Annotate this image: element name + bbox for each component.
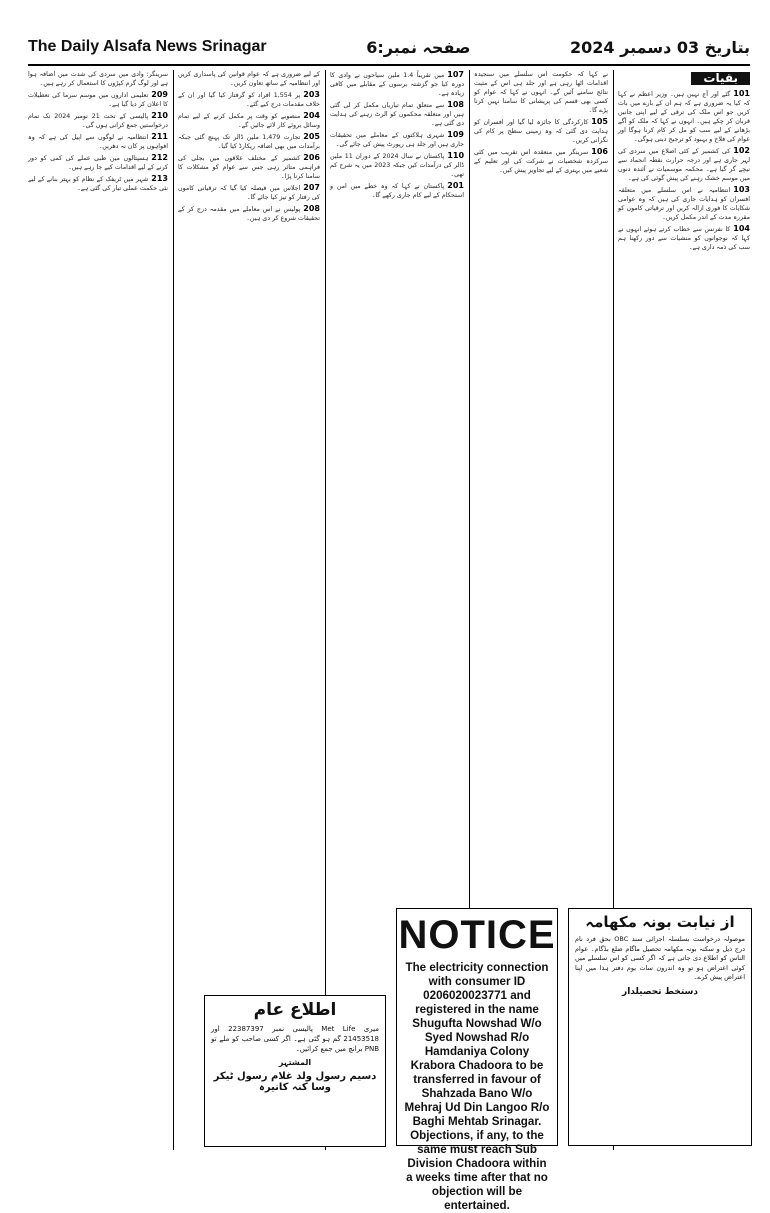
news-item [618,89,750,144]
item-number: 105 [591,117,608,126]
item-text: میں تقریباً 1.4 ملین سیاحوں نے وادی کا دورہ کیا جو گزشتہ برسوں کے مقابلے میں کافی زیادہ ہے۔ [330,72,464,97]
tehsil-notice-title: از نیابت بونہ مکھامہ [585,913,735,931]
tehsil-notice-box [568,908,752,1146]
news-item [28,70,168,88]
item-number: 203 [303,90,320,99]
news-item [330,181,464,200]
notice-body: The electricity connection with consumer ID 0206020023771 and registered in the name Shugufta Nowshad W/o Syed Nowshad R/o Hamdaniya Colony Krabora Chadoora to be transferred in favour of Shahzada Bano W/o Mehraj Ud Din Langoo R/o Baghi Mehtab Srinagar. Objections, if any, to the same must reach Sub Division Chadoora within a weeks time after that no objection will be entertained. [404,961,550,1212]
item-number: 107 [447,70,464,79]
item-number: 206 [303,153,320,162]
news-item [178,153,320,181]
item-number: 209 [151,90,168,99]
item-number: 207 [303,183,320,192]
item-number: 110 [447,151,465,160]
item-number: 205 [303,132,320,141]
item-number: 213 [151,174,168,183]
news-item [330,130,464,149]
public-notice-box [204,995,386,1147]
page-number: صفحہ نمبر:6 [366,37,471,57]
news-item [330,70,464,98]
public-notice-signature: دسیم رسول ولد غلام رسول ٹیکر وسا کنہ کانیرہ [213,1071,377,1093]
column-divider [325,70,326,1150]
item-number: 210 [151,111,168,120]
item-text: پالیسی کے تحت 21 نومبر 2024 تک تمام درخواستیں جمع کرانی ہوں گی۔ [28,113,168,129]
news-item [474,117,608,145]
item-number: 204 [303,111,320,120]
news-item [178,204,320,223]
column-3 [330,70,464,900]
item-text: کا نفرنس سے خطاب کرتے ہوئے انہوں نے کہا کہ نوجوانوں کو منشیات سے دور رکھنا ہم سب کی ذمہ داری ہے۔ [618,226,750,251]
item-text: انتظامیہ نے اس سلسلے میں متعلقہ افسران کو ہدایات جاری کی ہیں کہ وہ عوامی شکایات کا فوری ازالہ کریں اور ترقیاتی کاموں کو مقررہ مدت کے اندر مکمل کریں۔ [618,187,750,221]
columns-area [28,70,750,1212]
item-number: 109 [447,130,464,139]
item-text: کارکردگی کا جائزہ لیا گیا اور افسران کو ہدایت دی گئی کہ وہ زمینی سطح پر کام کی نگرانی کریں۔ [474,119,608,144]
public-notice-signed-label: المشتہر [278,1058,312,1067]
news-item [330,151,464,179]
news-item [178,70,320,88]
item-text: پاکستان نے سال 2024 کے دوران 11 ملین ڈالر کی درآمدات کیں جبکہ 2023 میں یہ شرح کم تھی۔ [330,153,464,178]
item-number: 201 [447,181,464,190]
news-item [28,132,168,151]
paper-name: The Daily Alsafa News Srinagar [28,38,267,55]
news-item [618,146,750,183]
item-number: 106 [591,147,608,156]
item-text: سے متعلق تمام تیاریاں مکمل کر لی گئی ہیں اور متعلقہ محکموں کو الرٹ رہنے کی ہدایت دی گئی ہے۔ [330,102,464,127]
item-text: کشمیر کے مختلف علاقوں میں بجلی کی فراہمی متاثر رہی جس سے عوام کو مشکلات کا سامنا کرنا پڑا۔ [178,155,320,180]
column-4 [178,70,320,800]
item-text: پر 1,554 افراد کو گرفتار کیا گیا اور ان کے خلاف مقدمات درج کیے گئے۔ [178,92,320,108]
item-text: سرینگر: وادی میں سردی کی شدت میں اضافہ ہوا ہے اور لوگ گرم کپڑوں کا استعمال کر رہے ہیں۔ [28,71,168,87]
news-item [618,224,750,252]
item-text: تعلیمی اداروں میں موسم سرما کی تعطیلات کا اعلان کر دیا گیا ہے۔ [28,92,168,108]
item-number: 101 [733,89,750,98]
item-number: 212 [151,153,168,162]
news-item [178,132,320,151]
item-text: اجلاس میں فیصلہ کیا گیا کہ ترقیاتی کاموں کی رفتار کو تیز کیا جائے گا۔ [178,185,320,201]
section-label: بقیات [691,72,750,85]
news-item [618,185,750,222]
notice-box [396,908,558,1212]
tehsil-notice-signature: دستخط تحصیلدار [622,986,698,997]
item-text: منصوبے کو وقت پر مکمل کرنے کے لیے تمام وسائل بروئے کار لائے جائیں گے۔ [178,113,320,129]
item-number: 208 [303,204,320,213]
column-5 [28,70,168,1150]
item-text: نے کہا کہ حکومت اس سلسلے میں سنجیدہ اقدامات اٹھا رہی ہے اور جلد ہی اس کے مثبت نتائج سامنے آئیں گے۔ انہوں نے کہا کہ عوام کو کسی بھی قسم کی پریشانی کا سامنا نہیں کرنا پڑے گا۔ [474,71,608,114]
item-number: 108 [447,100,464,109]
news-item [28,153,168,172]
item-text: پولیس نے اس معاملے میں مقدمہ درج کر کے تحقیقات شروع کر دی ہیں۔ [178,206,320,222]
news-item [474,147,608,175]
item-number: 102 [733,146,750,155]
news-item [28,90,168,109]
news-item [178,183,320,202]
issue-date: بتاریخ 03 دسمبر 2024 [570,37,750,57]
column-divider [173,70,174,1150]
item-text: تجارت 1,479 ملین ڈالر تک پہنچ گئی جبکہ برآمدات میں بھی اضافہ ریکارڈ کیا گیا۔ [178,134,320,150]
masthead [28,30,750,66]
news-item [474,70,608,115]
item-number: 104 [733,224,750,233]
newspaper-page [28,30,750,1212]
news-item [28,111,168,130]
news-item [330,100,464,128]
item-text: پاکستان نے کہا کہ وہ خطے میں امن و استحکام کے لیے کام جاری رکھے گا۔ [330,183,464,199]
item-text: گئے اور آج نہیں ہیں۔ وزیر اعظم نے کہا کہ کیا یہ ضروری ہے کہ ہم ان کے بارے میں بات کریں جو اس ملک کی ترقی کے لیے اپنی جانیں قربان کر چکے ہیں۔ انہوں نے کہا کہ ملک کو آگے بڑھانے کے لیے سب کو مل کر کام کرنا ہوگا اور عوام کی فلاح و بہبود کو ترجیح دینی ہوگی۔ [618,91,750,143]
item-number: 211 [151,132,168,141]
notice-title: NOTICE [398,913,556,957]
news-item [178,90,320,109]
news-item [28,174,168,193]
item-text: ہسپتالوں میں طبی عملے کی کمی کو دور کرنے کے لیے اقدامات کیے جا رہے ہیں۔ [28,155,168,171]
public-notice-body: میری Met Life پالیسی نمبر 22387397 اور 21453518 گم ہو گئی ہے۔ اگر کسی صاحب کو ملے تو PNB برانچ میں جمع کرائیں۔ [211,1025,379,1053]
item-text: سرینگر میں منعقدہ اس تقریب میں کئی سرکردہ شخصیات نے شرکت کی اور تعلیم کے شعبے میں بہتری کے لیے تجاویز پیش کیں۔ [474,149,608,174]
public-notice-title: اطلاع عام [253,1000,337,1020]
item-text: شہر میں ٹریفک کے نظام کو بہتر بنانے کے لیے نئی حکمت عملی تیار کی گئی ہے۔ [28,176,168,192]
item-text: کی کشمیر کے کئی اضلاع میں سردی کی لہر جاری ہے اور درجہ حرارت نقطہ انجماد سے نیچے گر گیا ہے۔ محکمہ موسمیات نے آئندہ دنوں میں موسم خشک رہنے کی پیش گوئی کی ہے۔ [618,148,750,182]
item-text: کے لیے ضروری ہے کہ عوام قوانین کی پاسداری کریں اور انتظامیہ کے ساتھ تعاون کریں۔ [178,71,320,87]
item-text: شہری ہلاکتوں کے معاملے میں تحقیقات جاری ہیں اور جلد ہی رپورٹ پیش کی جائے گی۔ [330,132,464,148]
news-item [178,111,320,130]
item-number: 103 [733,185,750,194]
item-text: انتظامیہ نے لوگوں سے اپیل کی ہے کہ وہ افواہوں پر کان نہ دھریں۔ [28,134,168,150]
tehsil-notice-body: موصولہ درخواست بسلسلہ اجرائی سند OBC بحق فرد نام درج ذیل و سکنہ بونہ مکھامہ تحصیل ماگام ضلع بڈگام۔ عوام الناس کو اطلاع دی جاتی ہے کہ اگر کسی کو اس سلسلے میں کوئی اعتراض ہو تو وہ اندرون سات یوم دفتر ہذا میں اپنا اعتراض پیش کرے۔ [575,935,745,981]
